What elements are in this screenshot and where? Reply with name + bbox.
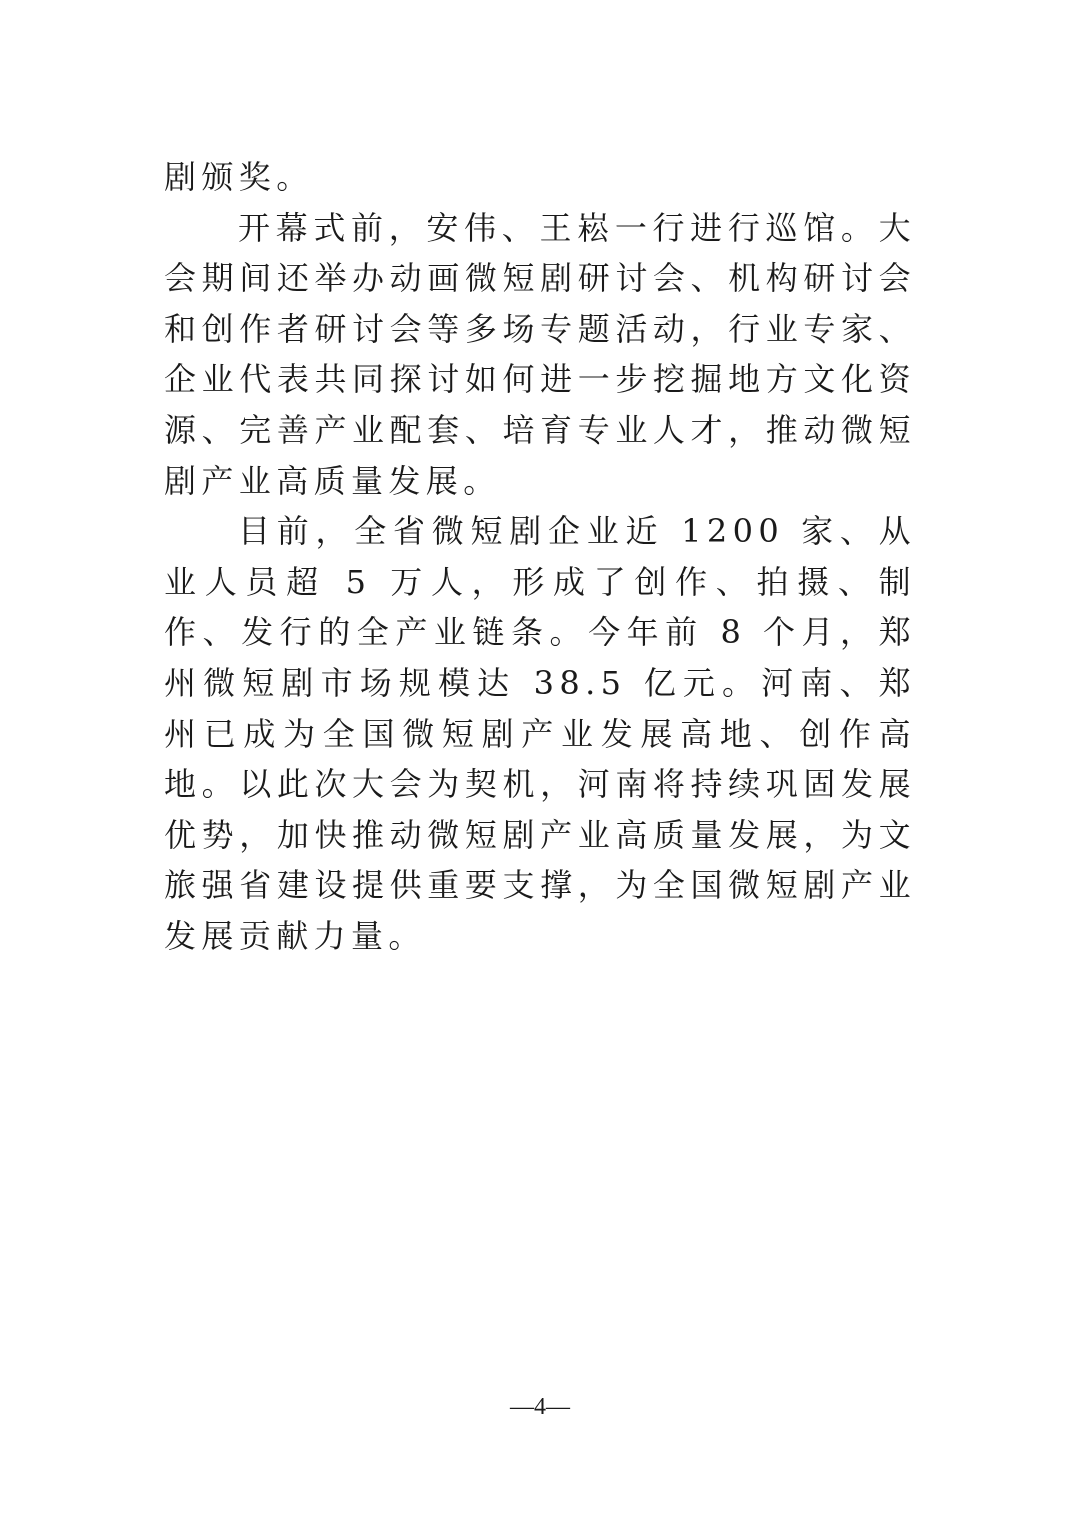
paragraph-continuation: 剧颁奖。 xyxy=(164,158,314,196)
document-body xyxy=(164,152,916,962)
paragraph-industry-stats: 目前，全省微短剧企业近 1200 家、从业人员超 5 万人，形成了创作、拍摄、制作、发行的全产业链条。今年前 8 个月，郑州微短剧市场规模达 38.5 亿元。河南、郑州已成为全国微短剧产业发展高地、创作高地。以此次大会为契机，河南将持续巩固发展优势，加快推动微短剧产业高质量发展，为文旅强省建设提供重要支撑，为全国微短剧产业发展贡献力量。 xyxy=(164,512,916,955)
page-number: —4— xyxy=(510,1394,570,1420)
paragraph-opening-tour: 开幕式前，安伟、王崧一行进行巡馆。大会期间还举办动画微短剧研讨会、机构研讨会和创作者研讨会等多场专题活动，行业专家、企业代表共同探讨如何进一步挖掘地方文化资源、完善产业配套、培育专业人才，推动微短剧产业高质量发展。 xyxy=(164,208,916,500)
